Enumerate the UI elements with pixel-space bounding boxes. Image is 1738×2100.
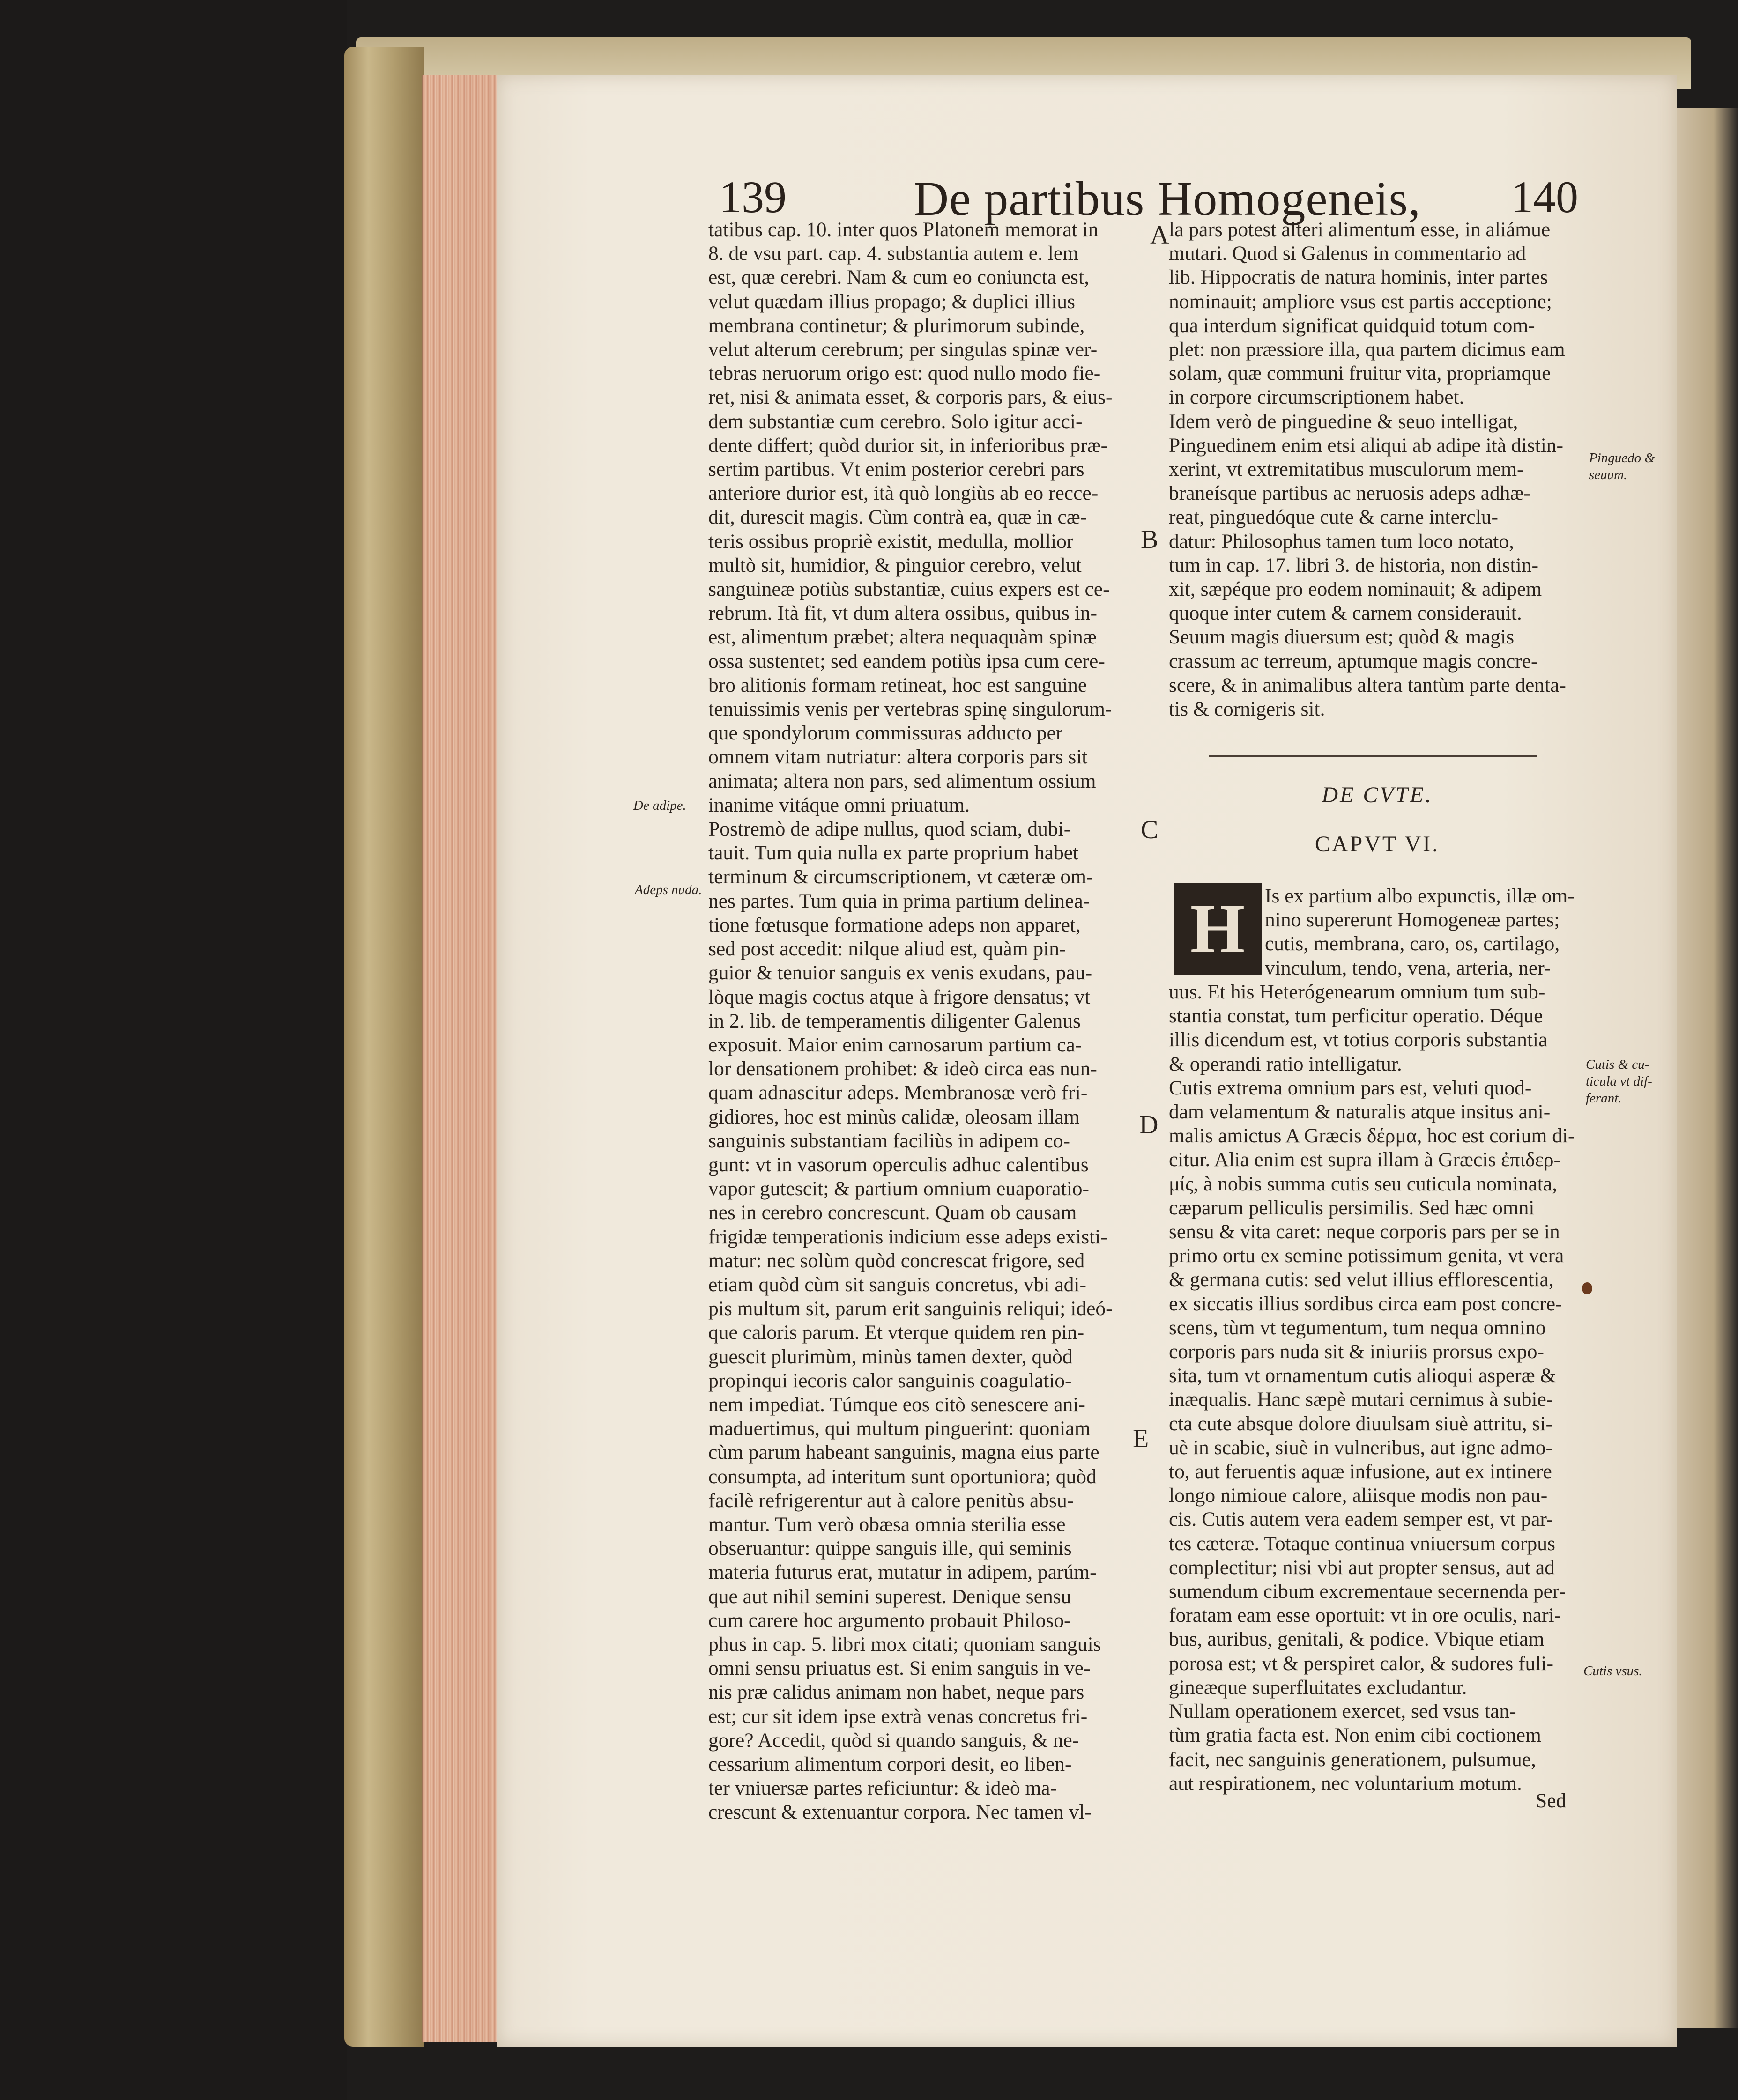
- text-line: est, quæ cerebri. Nam & cum eo coniuncta est,: [708, 266, 1089, 289]
- text-line: guescit plurimùm, minùs tamen dexter, quòd: [708, 1345, 1073, 1368]
- text-line: multò sit, humidior, & pinguior cerebro, velut: [708, 554, 1082, 577]
- text-line: cessarium alimentum corpori desit, eo liben-: [708, 1753, 1072, 1775]
- text-line: & operandi ratio intelligatur.: [1169, 1052, 1402, 1075]
- margin-note-adeps-nuda: Adeps nuda.: [635, 882, 702, 897]
- text-line: que spondylorum commissuras adducto per: [708, 722, 1063, 745]
- text-line: longo nimioue calore, aliisque modis non pau-: [1169, 1484, 1548, 1507]
- text-line: facilè refrigerentur aut à calore penitùs absu-: [708, 1489, 1074, 1512]
- running-title: De partibus Homogeneis,: [914, 172, 1421, 226]
- margin-note-de-adipe: De adipe.: [633, 798, 686, 813]
- text-line: scens, tùm vt tegumentum, tum nequa omnino: [1169, 1316, 1546, 1339]
- text-line: sanguinis substantiam faciliùs in adipem co-: [708, 1129, 1070, 1152]
- text-line: citur. Alia enim est supra illam à Græcis ἐπιδερ-: [1169, 1148, 1561, 1171]
- text-line: matur: nec solùm quòd concrescat frigore, sed: [708, 1249, 1085, 1272]
- text-line: teris ossibus propriè existit, medulla, mollior: [708, 530, 1074, 553]
- text-line: bro alitionis formam retineat, hoc est sanguine: [708, 673, 1087, 696]
- text-line: lòque magis coctus atque à frigore densatus; vt: [708, 985, 1091, 1008]
- text-line: tauit. Tum quia nulla ex parte proprium habet: [708, 842, 1079, 865]
- text-line: sensu & vita caret: neque corporis pars per se in: [1169, 1220, 1560, 1243]
- text-line: xerint, vt extremitatibus musculorum mem-: [1169, 458, 1524, 481]
- text-line: nem impediat. Túmque eos citò senescere ani-: [708, 1393, 1085, 1416]
- text-line: phus in cap. 5. libri mox citati; quoniam sanguis: [708, 1633, 1101, 1656]
- text-line: xit, sæpéque pro eodem nominauit; & adipem: [1169, 578, 1542, 601]
- text-line: mantur. Tum verò obæsa omnia sterilia esse: [708, 1513, 1066, 1536]
- text-line: quoque inter cutem & carnem considerauit.: [1169, 602, 1522, 625]
- chapter-heading: CAPVT VI.: [1315, 832, 1440, 857]
- book-cover-spine: [344, 47, 424, 2047]
- section-letter-a: A: [1150, 221, 1169, 250]
- facing-page-edge: [1677, 108, 1738, 2028]
- text-line: anteriore durior est, ità quò longiùs ab eo recce-: [708, 482, 1099, 505]
- section-heading: DE CVTE.: [1322, 783, 1433, 807]
- text-line: materia futurus erat, mutatur in adipem, parúm-: [708, 1561, 1097, 1584]
- text-line: que aut nihil semini superest. Denique sensu: [708, 1585, 1071, 1608]
- text-line: quam adnascitur adeps. Membranosæ verò fri-: [708, 1081, 1088, 1104]
- text-line: facit, nec sanguinis generationem, pulsumue,: [1169, 1748, 1536, 1771]
- text-line: Pinguedinem enim etsi aliqui ab adipe ità distin-: [1169, 434, 1564, 457]
- section-divider-rule: [1209, 755, 1537, 757]
- text-line: mutari. Quod si Galenus in commentario ad: [1169, 242, 1526, 265]
- text-line: plet: non præssiore illa, qua partem dicimus eam: [1169, 338, 1565, 361]
- text-line: reat, pinguedóque cute & carne interclu-: [1169, 506, 1498, 529]
- text-line: porosa est; vt & perspiret calor, & sudores fuli-: [1169, 1652, 1553, 1675]
- text-line: braneísque partibus ac neruosis adeps adhæ-: [1169, 482, 1530, 505]
- text-line: in 2. lib. de temperamentis diligenter Galenus: [708, 1009, 1081, 1032]
- text-line: consumpta, ad interitum sunt oportuniora; quòd: [708, 1465, 1097, 1488]
- text-line: μίς, à nobis summa cutis seu cuticula nominata,: [1169, 1172, 1558, 1195]
- section-letter-e: E: [1133, 1424, 1149, 1453]
- text-line: tum in cap. 17. libri 3. de historia, non distin-: [1169, 554, 1538, 577]
- text-line: nes partes. Tum quia in prima partium delinea-: [708, 889, 1090, 912]
- right-page-number: 140: [1511, 172, 1578, 222]
- text-line: Nullam operationem exercet, sed vsus tan-: [1169, 1700, 1516, 1723]
- text-line: crassum ac terreum, aptumque magis concre-: [1169, 650, 1538, 673]
- text-line: dente differt; quòd durior sit, in inferioribus præ-: [708, 434, 1108, 457]
- text-line: dem substantiæ cum cerebro. Solo igitur acci-: [708, 410, 1083, 433]
- text-line: to, aut feruentis aquæ infusione, aut ex intinere: [1169, 1460, 1552, 1483]
- text-line: maduertimus, qui multum pinguerint: quoniam: [708, 1417, 1091, 1440]
- text-line: velut quædam illius propago; & duplici illius: [708, 290, 1075, 313]
- text-line: lib. Hippocratis de natura hominis, inter partes: [1169, 266, 1548, 289]
- text-line: frigidæ temperationis indicium esse adeps existi-: [708, 1225, 1107, 1248]
- margin-note-pinguedo: Pinguedo & seuum.: [1589, 451, 1655, 482]
- text-line: cutis, membrana, caro, os, cartilago,: [1265, 932, 1560, 955]
- text-line: terminum & circumscriptionem, vt cæteræ om-: [708, 865, 1093, 888]
- text-line: inæqualis. Hanc sæpè mutari cernimus à subie-: [1169, 1388, 1553, 1411]
- text-line: sita, tum vt ornamentum cutis alioqui asperæ &: [1169, 1364, 1556, 1387]
- text-line: animata; altera non pars, sed alimentum ossium: [708, 769, 1096, 792]
- text-line: tatibus cap. 10. inter quos Platonem memorat in: [708, 218, 1099, 241]
- text-line: gore? Accedit, quòd si quando sanguis, & ne-: [708, 1729, 1079, 1752]
- left-text-column: [708, 218, 1144, 1825]
- text-line: est; cur sit idem ipse extrà venas concretus fri-: [708, 1705, 1088, 1728]
- text-line: aut respirationem, nec voluntarium motum.: [1169, 1772, 1522, 1795]
- margin-note-cutis-vsus: Cutis vsus.: [1583, 1664, 1642, 1679]
- text-line: cùm parum habeant sanguinis, magna eius parte: [708, 1441, 1099, 1464]
- text-line: la pars potest alteri alimentum esse, in aliámue: [1169, 218, 1551, 241]
- right-text-column-top: [1169, 218, 1581, 721]
- text-line: sertim partibus. Vt enim posterior cerebri pars: [708, 458, 1084, 481]
- text-line: vinculum, tendo, vena, arteria, ner-: [1265, 956, 1551, 979]
- section-letter-c: C: [1141, 815, 1159, 844]
- text-line: primo ortu ex semine potissimum genita, vt vera: [1169, 1244, 1564, 1267]
- text-line: Cutis extrema omnium pars est, veluti quod-: [1169, 1076, 1532, 1099]
- text-line: Idem verò de pinguedine & seuo intelligat,: [1169, 410, 1518, 433]
- text-line: malis amictus A Græcis δέρμα, hoc est corium di-: [1169, 1124, 1575, 1147]
- ink-stain: [1582, 1282, 1592, 1294]
- text-line: illis dicendum est, vt totius corporis substantia: [1169, 1028, 1548, 1051]
- text-line: stantia constat, tum perficitur operatio. Déque: [1169, 1005, 1543, 1028]
- text-line: uè in scabie, siuè in vulneribus, aut igne admo-: [1169, 1436, 1553, 1459]
- text-line: propinqui iecoris calor sanguinis coagulatio-: [708, 1369, 1072, 1392]
- text-line: tione fœtusque formatione adeps non apparet,: [708, 913, 1081, 936]
- left-page-number: 139: [719, 172, 787, 222]
- text-line: omni sensu priuatus est. Si enim sanguis in ve-: [708, 1657, 1091, 1680]
- text-line: nino supererunt Homogeneæ partes;: [1265, 909, 1560, 932]
- text-line: rebrum. Ità fit, vt dum altera ossibus, quibus in-: [708, 602, 1097, 625]
- text-line: lor densationem prohibet: & ideò circa eas nun-: [708, 1057, 1097, 1080]
- text-line: dam velamentum & naturalis atque insitus ani-: [1169, 1101, 1551, 1124]
- text-line: vapor gutescit; & partium omnium euaporatio-: [708, 1177, 1090, 1200]
- text-line: tenuissimis venis per vertebras spinę singulorum-: [708, 698, 1112, 721]
- text-line: que caloris parum. Et vterque quidem ren pin-: [708, 1321, 1084, 1344]
- text-line: solam, quæ communi fruitur vita, propriamque: [1169, 362, 1551, 385]
- text-line: Postremò de adipe nullus, quod sciam, dubi-: [708, 818, 1071, 841]
- section-letter-d: D: [1139, 1110, 1159, 1139]
- section-letter-b: B: [1141, 525, 1159, 554]
- text-line: crescunt & extenuantur corpora. Nec tamen vl-: [708, 1801, 1092, 1824]
- text-line: scere, & in animalibus altera tantùm parte denta-: [1169, 673, 1566, 696]
- text-line: nis præ calidus animam non habet, neque pars: [708, 1681, 1084, 1704]
- text-line: sed post accedit: nilque aliud est, quàm pin-: [708, 938, 1066, 961]
- text-line: gineæque superfluitates excludantur.: [1169, 1676, 1467, 1699]
- text-line: est, alimentum præbet; altera nequaquàm spinæ: [708, 626, 1097, 649]
- text-line: in corpore circumscriptionem habet.: [1169, 386, 1464, 409]
- text-line: tebras neruorum origo est: quod nullo modo fie-: [708, 362, 1101, 385]
- catchword: Sed: [1536, 1789, 1567, 1812]
- text-line: dit, durescit magis. Cùm contrà ea, quæ in cæ-: [708, 506, 1087, 529]
- text-line: etiam quòd cùm sit sanguis concretus, vbi adi-: [708, 1273, 1087, 1296]
- text-line: tùm gratia facta est. Non enim cibi coctionem: [1169, 1724, 1541, 1747]
- text-line: membrana continetur; & plurimorum subinde,: [708, 314, 1085, 337]
- text-line: Is ex partium albo expunctis, illæ om-: [1265, 885, 1575, 907]
- text-line: uus. Et his Heterógenearum omnium tum sub-: [1169, 981, 1545, 1003]
- text-line: nes in cerebro concrescunt. Quam ob causam: [708, 1201, 1077, 1224]
- text-line: datur: Philosophus tamen tum loco notato,: [1169, 530, 1515, 553]
- text-line: cis. Cutis autem vera eadem semper est, vt par-: [1169, 1508, 1553, 1531]
- right-text-column-bottom: [1169, 980, 1581, 1796]
- text-line: 8. de vsu part. cap. 4. substantia autem e. lem: [708, 242, 1079, 265]
- text-line: Seuum magis diuersum est; quòd & magis: [1169, 626, 1515, 649]
- text-line: cum carere hoc argumento probauit Philoso-: [708, 1609, 1071, 1632]
- text-line: gunt: vt in vasorum operculis adhuc calentibus: [708, 1153, 1089, 1176]
- text-line: obseruantur: quippe sanguis ille, qui seminis: [708, 1537, 1072, 1560]
- text-line: complectitur; nisi vbi aut propter sensus, aut ad: [1169, 1556, 1555, 1579]
- text-line: pis multum sit, parum erit sanguinis reliqui; ideó-: [708, 1297, 1113, 1320]
- decorated-initial-letter: H: [1174, 883, 1262, 975]
- text-line: qua interdum significat quidquid totum com-: [1169, 314, 1535, 337]
- text-line: inanime vitáque omni priuatum.: [708, 793, 970, 816]
- text-line: ret, nisi & animata esset, & corporis pars, & eius-: [708, 386, 1113, 409]
- margin-note-cutis-cuticula: Cutis & cu- ticula vt dif- ferant.: [1586, 1057, 1652, 1106]
- dark-background: [0, 0, 347, 2100]
- text-line: velut alterum cerebrum; per singulas spinæ ver-: [708, 338, 1098, 361]
- text-line: gidiores, hoc est minùs calidæ, oleosam illam: [708, 1105, 1080, 1128]
- text-line: tes cæteræ. Totaque continua vniuersum corpus: [1169, 1532, 1555, 1555]
- text-line: tis & cornigeris sit.: [1169, 698, 1325, 721]
- text-line: nominauit; ampliore vsus est partis acceptione;: [1169, 290, 1552, 313]
- text-line: corporis pars nuda sit & iniuriis prorsus expo-: [1169, 1340, 1545, 1363]
- page-edges: [422, 75, 498, 2042]
- text-line: omnem vitam nutriatur: altera corporis pars sit: [708, 746, 1088, 769]
- text-line: cta cute absque dolore diuulsam siuè attritu, si-: [1169, 1412, 1553, 1435]
- text-line: sumendum cibum excrementaue secernenda per-: [1169, 1580, 1566, 1603]
- text-line: cæparum pelliculis persimilis. Sed hæc omni: [1169, 1196, 1535, 1219]
- text-line: ossa sustentet; sed eandem potiùs ipsa cum cere-: [708, 650, 1105, 673]
- text-line: bus, auribus, genitali, & podice. Vbique etiam: [1169, 1628, 1545, 1651]
- text-line: ter vniuersæ partes reficiuntur: & ideò ma-: [708, 1777, 1057, 1800]
- right-text-initial-lines: [1265, 884, 1583, 980]
- text-line: foratam eam esse oportuit: vt in ore oculis, nari-: [1169, 1604, 1561, 1627]
- text-line: sanguineæ potiùs substantiæ, cuius expers est ce-: [708, 578, 1110, 601]
- text-line: & germana cutis: sed velut illius efflorescentia,: [1169, 1268, 1554, 1291]
- text-line: exposuit. Maior enim carnosarum partium ca-: [708, 1033, 1082, 1056]
- text-line: ex siccatis illius sordibus circa eam post concre-: [1169, 1292, 1562, 1315]
- text-line: guior & tenuior sanguis ex venis exudans, pau-: [708, 961, 1092, 984]
